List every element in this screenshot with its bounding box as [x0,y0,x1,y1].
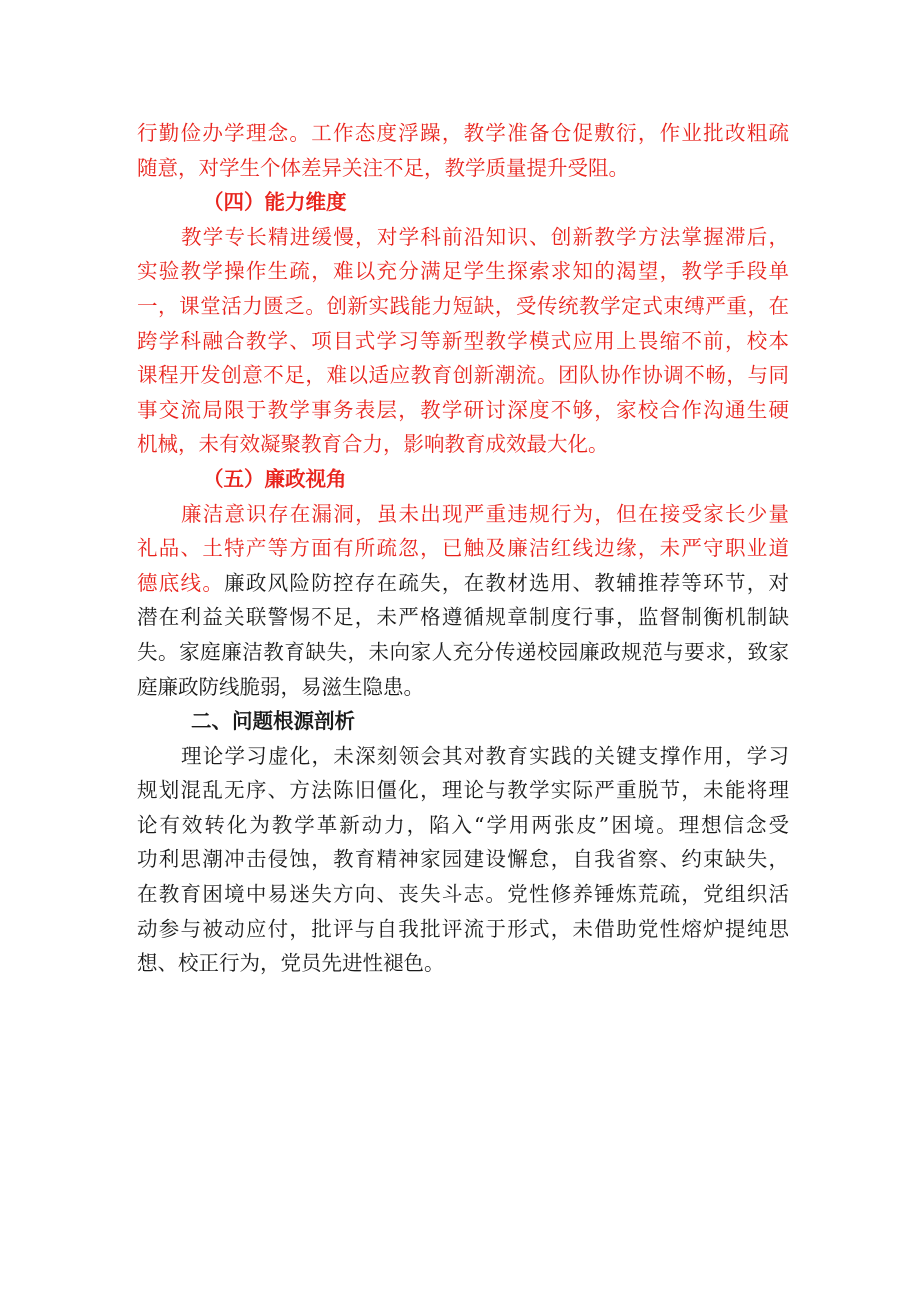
section5-line-1: 廉洁意识存在漏洞，虽未出现严重违规行为，但在接受家长少量 [181,501,789,526]
section4-heading: （四）能力维度 [203,190,347,215]
document-page [137,116,789,981]
intro-line-1: 行勤俭办学理念。工作态度浮躁，教学准备仓促敷衍，作业批改粗疏 [137,121,789,145]
section5-line-2: 礼品、土特产等方面有所疏忽，已触及廉洁红线边缘，未严守职业道 [137,536,789,561]
section5-heading: （五）廉政视角 [203,466,347,491]
section4-line-6: 事交流局限于教学事务表层，教学研讨深度不够，家校合作沟通生硬 [137,397,789,422]
part2-line-4: 功利思潮冲击侵蚀，教育精神家园建设懈怠，自我省察、约束缺失， [137,847,789,872]
part2-line-7: 想、校正行为，党员先进性褪色。 [137,951,445,976]
part2-line-1: 理论学习虚化，未深刻领会其对教育实践的关键支撑作用，学习 [181,743,789,768]
part2-line-6: 动参与被动应付，批评与自我批评流于形式，未借助党性熔炉提纯思 [137,916,789,941]
part2-line-2: 规划混乱无序、方法陈旧僵化，理论与教学实际严重脱节，未能将理 [137,778,789,803]
section4-line-7: 机械，未有效凝聚教育合力，影响教育成效最大化。 [137,432,609,457]
section4-line-2: 实验教学操作生疏，难以充分满足学生探索求知的渴望，教学手段单 [137,259,789,284]
section5-line-5: 失。家庭廉洁教育缺失，未向家人充分传递校园廉政规范与要求，致家 [137,639,789,664]
section4-line-5: 课程开发创意不足，难以适应教育创新潮流。团队协作协调不畅，与同 [137,363,789,388]
part2-line-5: 在教育困境中易迷失方向、丧失斗志。党性修养锤炼荒疏，党组织活 [137,882,789,907]
section5-line-3-black: 廉政风险防控存在疏失，在教材选用、教辅推荐等环节，对 [224,570,789,595]
section4-line-4: 跨学科融合教学、项目式学习等新型教学模式应用上畏缩不前，校本 [137,328,789,353]
section4-line-3: 一，课堂活力匮乏。创新实践能力短缺，受传统教学定式束缚严重，在 [137,293,789,318]
section5-line-6: 庭廉政防线脆弱，易滋生隐患。 [137,674,424,699]
section5-line-4: 潜在利益关联警惕不足，未严格遵循规章制度行事，监督制衡机制缺 [137,605,789,630]
section4-line-1: 教学专长精进缓慢，对学科前沿知识、创新教学方法掌握滞后， [181,224,789,249]
intro-line-2: 随意，对学生个体差异关注不足，教学质量提升受阻。 [137,155,629,180]
part2-heading: 二、问题根源剖析 [191,709,355,734]
section5-line-3-red: 德底线。 [137,570,225,595]
section5-line-3 [137,566,789,601]
part2-line-3: 论有效转化为教学革新动力，陷入“学用两张皮”困境。理想信念受 [137,812,789,837]
